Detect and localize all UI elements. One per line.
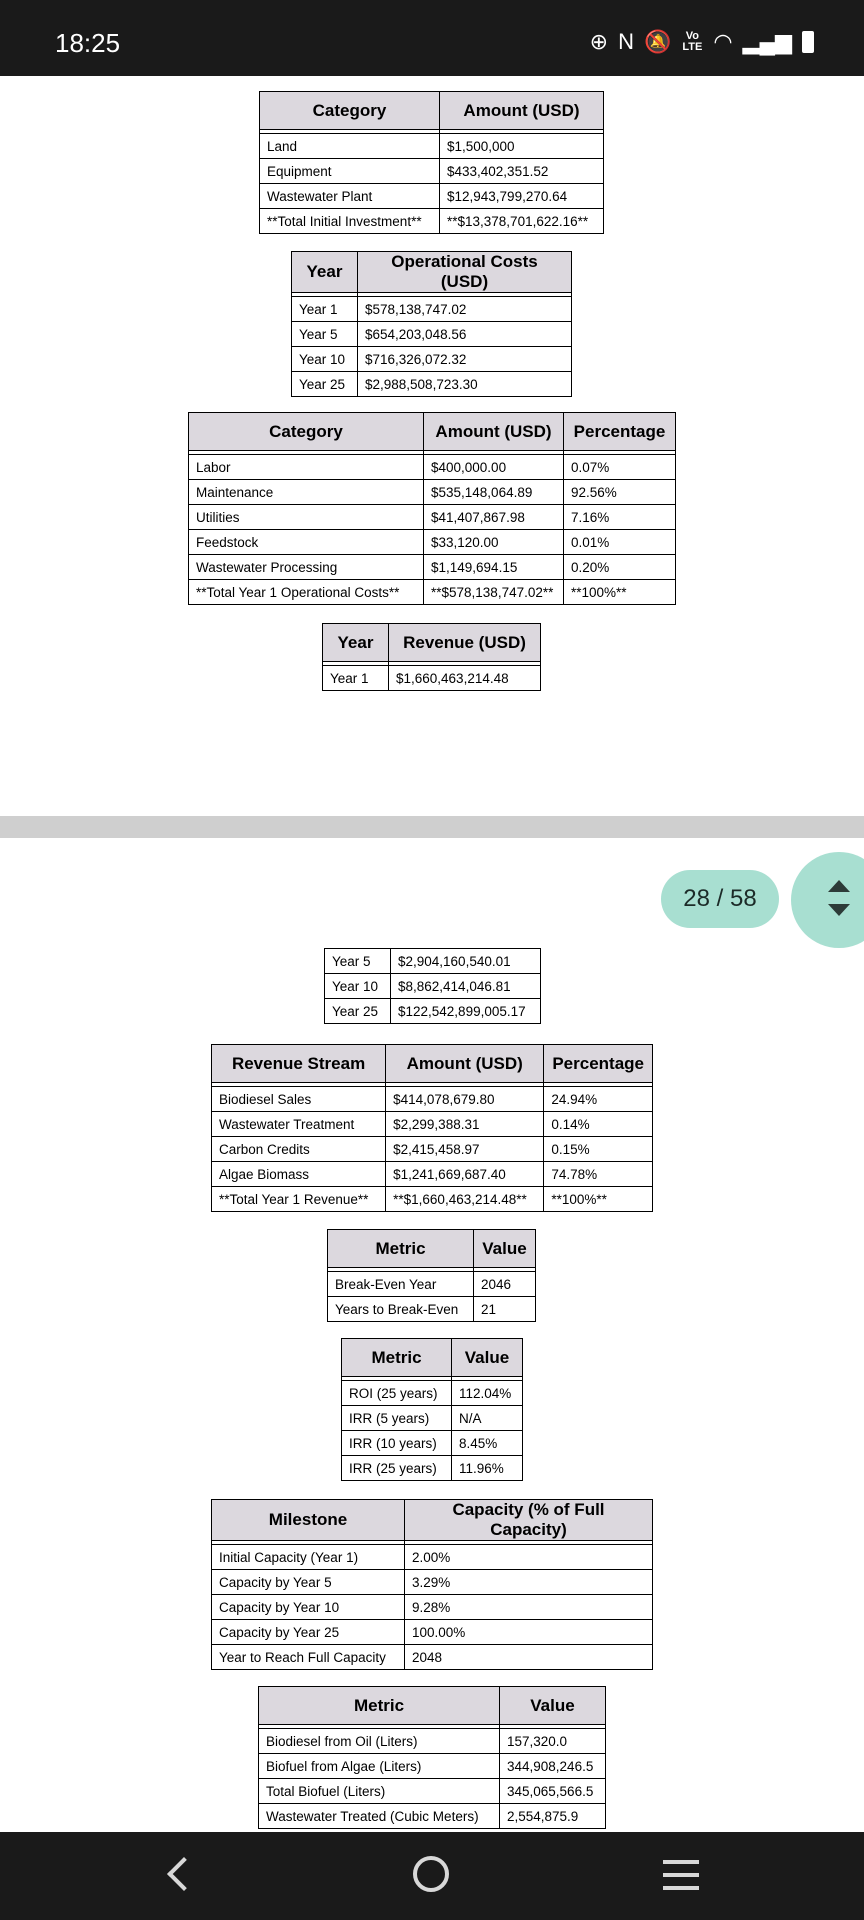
table-row	[259, 1804, 606, 1829]
table-cell: 24.94%	[544, 1087, 653, 1112]
table-row	[212, 1645, 653, 1670]
table-cell: $8,862,414,046.81	[391, 974, 541, 999]
table-cell: Land	[260, 134, 440, 159]
table-cell: **100%**	[564, 580, 676, 605]
page-indicator[interactable]: 28 / 58	[661, 870, 779, 928]
table-cell: **Total Year 1 Revenue**	[212, 1187, 386, 1212]
table-header: Milestone	[212, 1500, 405, 1541]
table-cell: $716,326,072.32	[358, 347, 572, 372]
table-cell: 3.29%	[405, 1570, 653, 1595]
table-cell: $414,078,679.80	[386, 1087, 544, 1112]
page-scroll-button[interactable]	[791, 852, 864, 948]
bell-off-icon: 🔕	[643, 29, 672, 54]
table-header: Operational Costs (USD)	[358, 252, 572, 293]
table-cell: Maintenance	[189, 480, 424, 505]
table-row	[189, 480, 676, 505]
table-row	[212, 1595, 653, 1620]
table-row	[212, 1137, 653, 1162]
table-cell: Year 10	[292, 347, 358, 372]
wifi-icon: ◠	[713, 29, 733, 54]
table-header: Value	[474, 1230, 536, 1268]
table-row	[189, 505, 676, 530]
table-row	[342, 1431, 523, 1456]
table-cell: $33,120.00	[424, 530, 564, 555]
table-cell: 112.04%	[452, 1381, 523, 1406]
cost-breakdown-table	[188, 412, 676, 605]
home-icon[interactable]	[413, 1856, 449, 1892]
table-cell: 2048	[405, 1645, 653, 1670]
chevron-up-icon	[828, 880, 850, 892]
table-cell: N/A	[452, 1406, 523, 1431]
table-cell: Wastewater Plant	[260, 184, 440, 209]
revenue-table-continued	[324, 948, 541, 1024]
table-row	[323, 666, 541, 691]
table-header: Revenue Stream	[212, 1045, 386, 1083]
table-row	[292, 322, 572, 347]
table-cell: $2,988,508,723.30	[358, 372, 572, 397]
table-row	[342, 1381, 523, 1406]
table-cell: 345,065,566.5	[500, 1779, 606, 1804]
table-cell: 100.00%	[405, 1620, 653, 1645]
table-cell: IRR (25 years)	[342, 1456, 452, 1481]
table-header: Percentage	[544, 1045, 653, 1083]
table-row	[212, 1162, 653, 1187]
table-cell: Capacity by Year 10	[212, 1595, 405, 1620]
table-cell: 0.14%	[544, 1112, 653, 1137]
table-cell: $578,138,747.02	[358, 297, 572, 322]
table-header: Metric	[328, 1230, 474, 1268]
table-row	[189, 555, 676, 580]
table-cell: Year 25	[292, 372, 358, 397]
add-circle-icon: ⊕	[589, 29, 609, 54]
table-cell: $1,660,463,214.48	[389, 666, 541, 691]
table-header: Year	[292, 252, 358, 293]
revenue-streams-table	[211, 1044, 653, 1212]
table-cell: $1,500,000	[440, 134, 604, 159]
table-cell: 2,554,875.9	[500, 1804, 606, 1829]
chevron-down-icon	[828, 904, 850, 916]
table-cell: Equipment	[260, 159, 440, 184]
table-cell: 74.78%	[544, 1162, 653, 1187]
table-cell: Labor	[189, 455, 424, 480]
table-row	[260, 134, 604, 159]
table-cell: Year 1	[292, 297, 358, 322]
table-header: Amount (USD)	[424, 413, 564, 451]
table-header: Amount (USD)	[440, 92, 604, 130]
table-cell: Wastewater Processing	[189, 555, 424, 580]
table-header: Percentage	[564, 413, 676, 451]
output-table	[258, 1686, 606, 1829]
capacity-table	[211, 1499, 653, 1670]
table-cell: 2046	[474, 1272, 536, 1297]
status-bar	[0, 0, 864, 76]
table-cell: $12,943,799,270.64	[440, 184, 604, 209]
table-header: Metric	[259, 1687, 500, 1725]
table-cell: $654,203,048.56	[358, 322, 572, 347]
table-row	[189, 530, 676, 555]
table-cell: **Total Year 1 Operational Costs**	[189, 580, 424, 605]
recents-icon[interactable]	[663, 1860, 699, 1890]
table-cell: Capacity by Year 25	[212, 1620, 405, 1645]
table-cell: $2,415,458.97	[386, 1137, 544, 1162]
table-cell: Initial Capacity (Year 1)	[212, 1545, 405, 1570]
table-cell: $433,402,351.52	[440, 159, 604, 184]
nfc-icon: N	[618, 29, 634, 54]
table-row	[260, 184, 604, 209]
table-row	[259, 1754, 606, 1779]
table-cell: **Total Initial Investment**	[260, 209, 440, 234]
table-cell: Biofuel from Algae (Liters)	[259, 1754, 500, 1779]
table-cell: 9.28%	[405, 1595, 653, 1620]
break-even-table	[327, 1229, 536, 1322]
table-row	[212, 1087, 653, 1112]
table-row	[189, 455, 676, 480]
table-cell: **$1,660,463,214.48**	[386, 1187, 544, 1212]
table-row	[212, 1570, 653, 1595]
table-header: Revenue (USD)	[389, 624, 541, 662]
table-cell: ROI (25 years)	[342, 1381, 452, 1406]
table-row	[212, 1112, 653, 1137]
table-cell: 8.45%	[452, 1431, 523, 1456]
navigation-bar	[0, 1832, 864, 1920]
operational-costs-table	[291, 251, 572, 397]
table-cell: Algae Biomass	[212, 1162, 386, 1187]
table-cell: Feedstock	[189, 530, 424, 555]
table-cell: Year 10	[325, 974, 391, 999]
table-cell: Years to Break-Even	[328, 1297, 474, 1322]
table-cell: IRR (10 years)	[342, 1431, 452, 1456]
page-separator	[0, 816, 864, 838]
table-cell: 92.56%	[564, 480, 676, 505]
table-row	[342, 1406, 523, 1431]
table-cell: Total Biofuel (Liters)	[259, 1779, 500, 1804]
status-icons	[590, 30, 814, 54]
table-cell: 2.00%	[405, 1545, 653, 1570]
table-cell: $1,149,694.15	[424, 555, 564, 580]
table-cell: Capacity by Year 5	[212, 1570, 405, 1595]
investment-table	[259, 91, 604, 234]
table-cell: **$13,378,701,622.16**	[440, 209, 604, 234]
back-icon[interactable]	[167, 1857, 201, 1891]
table-cell: 157,320.0	[500, 1729, 606, 1754]
table-row	[259, 1729, 606, 1754]
table-cell: $122,542,899,005.17	[391, 999, 541, 1024]
table-header: Metric	[342, 1339, 452, 1377]
status-time: 18:25	[55, 28, 121, 58]
table-row	[328, 1272, 536, 1297]
table-row	[342, 1456, 523, 1481]
table-cell: Carbon Credits	[212, 1137, 386, 1162]
table-row	[292, 372, 572, 397]
table-row	[259, 1779, 606, 1804]
table-cell: 7.16%	[564, 505, 676, 530]
table-row	[260, 209, 604, 234]
table-cell: 0.20%	[564, 555, 676, 580]
table-cell: Year 5	[292, 322, 358, 347]
table-cell: Wastewater Treatment	[212, 1112, 386, 1137]
table-cell: 21	[474, 1297, 536, 1322]
volte-icon: Vo LTE	[682, 30, 703, 53]
table-row	[292, 347, 572, 372]
table-row	[212, 1187, 653, 1212]
table-header: Value	[452, 1339, 523, 1377]
table-cell: 11.96%	[452, 1456, 523, 1481]
table-header: Capacity (% of Full Capacity)	[405, 1500, 653, 1541]
table-cell: 0.07%	[564, 455, 676, 480]
table-header: Category	[189, 413, 424, 451]
table-cell: IRR (5 years)	[342, 1406, 452, 1431]
table-cell: Wastewater Treated (Cubic Meters)	[259, 1804, 500, 1829]
table-header: Value	[500, 1687, 606, 1725]
table-cell: 344,908,246.5	[500, 1754, 606, 1779]
table-cell: Year 25	[325, 999, 391, 1024]
revenue-table	[322, 623, 541, 691]
table-cell: $2,904,160,540.01	[391, 949, 541, 974]
table-cell: Biodiesel from Oil (Liters)	[259, 1729, 500, 1754]
table-row	[325, 949, 541, 974]
battery-icon	[802, 31, 814, 53]
table-cell: 0.01%	[564, 530, 676, 555]
table-row	[189, 580, 676, 605]
table-cell: $41,407,867.98	[424, 505, 564, 530]
table-row	[292, 297, 572, 322]
signal-icon: ▂▄▆	[742, 29, 792, 54]
table-row	[212, 1620, 653, 1645]
table-row	[328, 1297, 536, 1322]
table-row	[260, 159, 604, 184]
table-cell: $535,148,064.89	[424, 480, 564, 505]
table-cell: Utilities	[189, 505, 424, 530]
table-row	[325, 974, 541, 999]
table-header: Amount (USD)	[386, 1045, 544, 1083]
table-header: Year	[323, 624, 389, 662]
table-cell: **100%**	[544, 1187, 653, 1212]
table-cell: Biodiesel Sales	[212, 1087, 386, 1112]
table-cell: Year to Reach Full Capacity	[212, 1645, 405, 1670]
table-row	[325, 999, 541, 1024]
table-cell: Year 1	[323, 666, 389, 691]
table-cell: $400,000.00	[424, 455, 564, 480]
returns-table	[341, 1338, 523, 1481]
table-cell: Year 5	[325, 949, 391, 974]
table-cell: $1,241,669,687.40	[386, 1162, 544, 1187]
table-row	[212, 1545, 653, 1570]
table-cell: 0.15%	[544, 1137, 653, 1162]
table-cell: Break-Even Year	[328, 1272, 474, 1297]
table-header: Category	[260, 92, 440, 130]
table-cell: $2,299,388.31	[386, 1112, 544, 1137]
table-cell: **$578,138,747.02**	[424, 580, 564, 605]
